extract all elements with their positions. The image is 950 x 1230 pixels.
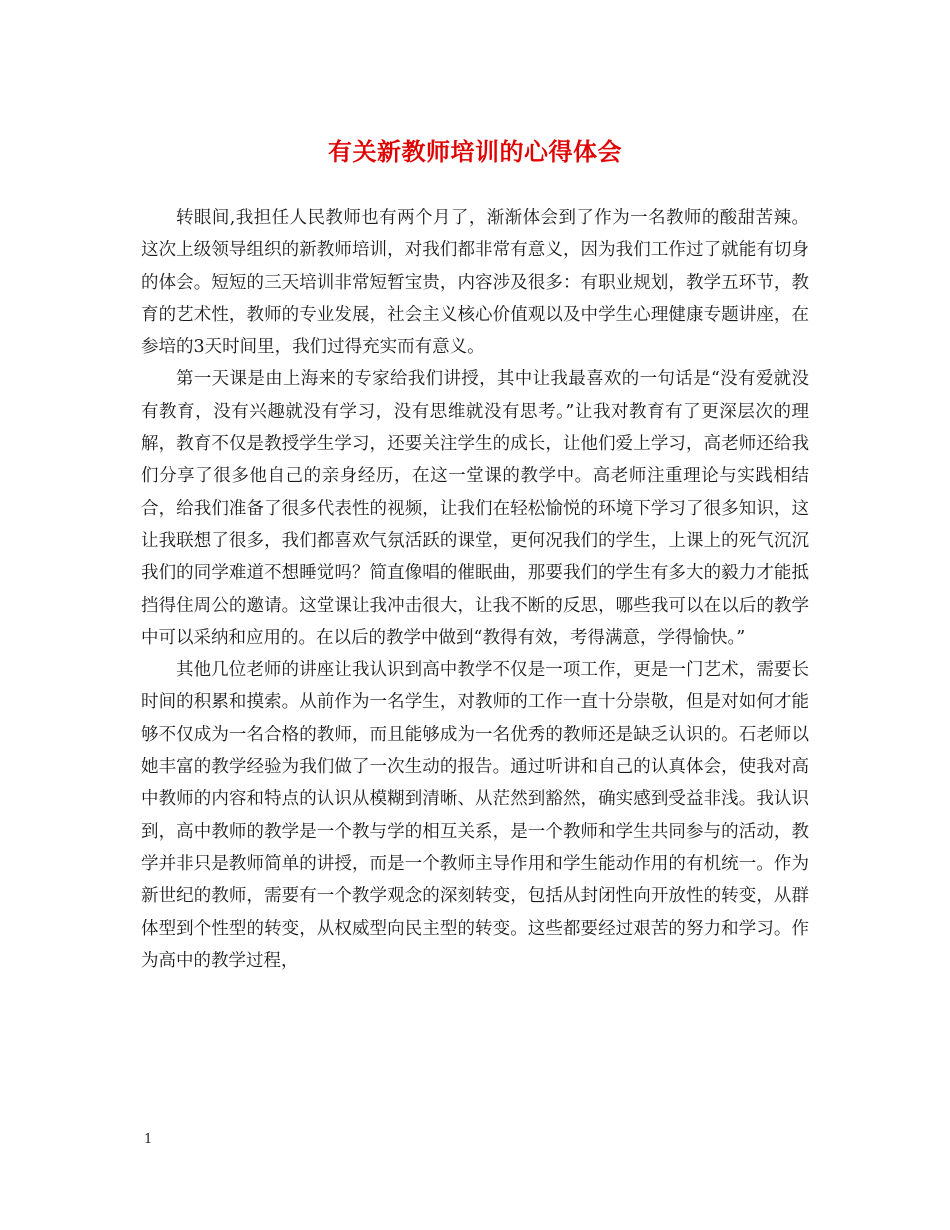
document-body bbox=[141, 202, 809, 977]
paragraph-intro: 转眼间,我担任人民教师也有两个月了，渐渐体会到了作为一名教师的酸甜苦辣。这次上级领导组织的新教师培训，对我们都非常有意义，因为我们工作过了就能有切身的体会。短短的三天培训非常短暂宝贵，内容涉及很多：有职业规划，教学五环节，教育的艺术性，教师的专业发展，社会主义核心价值观以及中学生心理健康专题讲座，在参培的3天时间里，我们过得充实而有意义。 bbox=[141, 208, 809, 358]
paragraph-first-day: 第一天课是由上海来的专家给我们讲授，其中让我最喜欢的一句话是“没有爱就没有教育，没有兴趣就没有学习，没有思维就没有思考。”让我对教育有了更深层次的理解，教育不仅是教授学生学习，还要关注学生的成长，让他们爱上学习，高老师还给我们分享了很多他自己的亲身经历，在这一堂课的教学中。高老师注重理论与实践相结合，给我们准备了很多代表性的视频，让我们在轻松愉悦的环境下学习了很多知识，这让我联想了很多，我们都喜欢气氛活跃的课堂，更何况我们的学生，上课上的死气沉沉我们的同学难道不想睡觉吗？简直像唱的催眠曲，那要我们的学生有多大的毅力才能抵挡得住周公的邀请。这堂课让我冲击很大，让我不断的反思，哪些我可以在以后的教学中可以采纳和应用的。在以后的教学中做到“教得有效，考得满意，学得愉快。” bbox=[141, 369, 809, 648]
page-number: 1 bbox=[144, 1132, 153, 1147]
paragraph-other-lectures: 其他几位老师的讲座让我认识到高中教学不仅是一项工作，更是一门艺术，需要长时间的积累和摸索。从前作为一名学生，对教师的工作一直十分崇敬，但是对如何才能够不仅成为一名合格的教师，而且能够成为一名优秀的教师还是缺乏认识的。石老师以她丰富的教学经验为我们做了一次生动的报告。通过听讲和自己的认真体会，使我对高中教师的内容和特点的认识从模糊到清晰、从茫然到豁然，确实感到受益非浅。我认识到，高中教师的教学是一个教与学的相互关系，是一个教师和学生共同参与的活动，教学并非只是教师简单的讲授，而是一个教师主导作用和学生能动作用的有机统一。作为新世纪的教师，需要有一个教学观念的深刻转变，包括从封闭性向开放性的转变，从群体型到个性型的转变，从权威型向民主型的转变。这些都要经过艰苦的努力和学习。作为高中的教学过程， bbox=[141, 660, 809, 971]
document-title: 有关新教师培训的心得体会 bbox=[328, 137, 622, 166]
